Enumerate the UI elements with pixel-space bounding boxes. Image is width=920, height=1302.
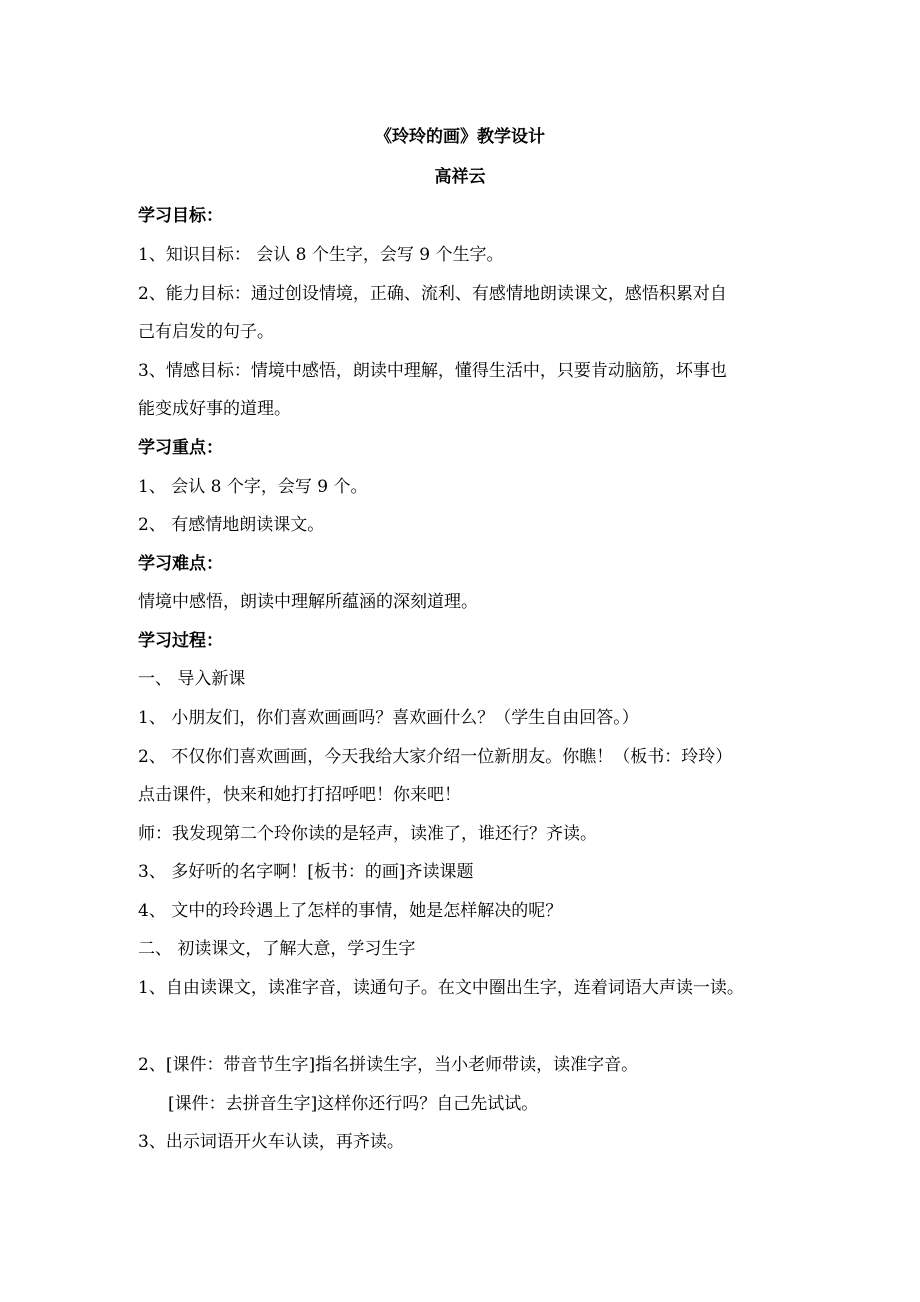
process-heading: 学习过程： bbox=[138, 631, 223, 651]
step-1-3: 3、 多好听的名字啊！[板书：的画]齐读课题 bbox=[138, 862, 474, 882]
objective-3-line-1: 3、情感目标：情境中感悟，朗读中理解，懂得生活中，只要肯动脑筋，坏事也 bbox=[138, 361, 727, 381]
objective-2-line-2: 己有启发的句子。 bbox=[138, 322, 274, 342]
section-1-heading: 一、 导入新课 bbox=[138, 669, 246, 689]
section-2-heading: 二、 初读课文，了解大意，学习生字 bbox=[138, 939, 416, 959]
step-2-1: 1、自由读课文，读准字音，读通句子。在文中圈出生字，连着词语大声读一读。 bbox=[138, 978, 744, 998]
difficulty-1: 情境中感悟，朗读中理解所蕴涵的深刻道理。 bbox=[138, 592, 478, 612]
objectives-heading: 学习目标： bbox=[138, 206, 223, 226]
keypoint-2: 2、 有感情地朗读课文。 bbox=[138, 515, 325, 535]
objective-3-line-2: 能变成好事的道理。 bbox=[138, 399, 291, 419]
step-2-3: 3、出示词语开火车认读，再齐读。 bbox=[138, 1132, 404, 1152]
document-author: 高祥云 bbox=[434, 167, 486, 187]
difficulty-heading: 学习难点： bbox=[138, 554, 223, 574]
step-2-2-line-2: [课件：去拼音生字]这样你还行吗？自己先试试。 bbox=[168, 1094, 539, 1114]
step-1-4: 4、 文中的玲玲遇上了怎样的事情，她是怎样解决的呢？ bbox=[138, 901, 563, 921]
step-1-2-line-2: 点击课件，快来和她打打招呼吧！你来吧！ bbox=[138, 785, 461, 805]
objective-1: 1、知识目标： 会认 8 个生字，会写 9 个生字。 bbox=[138, 245, 504, 265]
document-title: 《玲玲的画》教学设计 bbox=[375, 127, 545, 147]
step-1-1: 1、 小朋友们，你们喜欢画画吗？喜欢画什么？（学生自由回答。） bbox=[138, 708, 639, 728]
keypoints-heading: 学习重点： bbox=[138, 438, 223, 458]
keypoint-1: 1、 会认 8 个字，会写 9 个。 bbox=[138, 477, 368, 497]
step-1-2-line-1: 2、 不仅你们喜欢画画，今天我给大家介绍一位新朋友。你瞧！（板书：玲玲） bbox=[138, 747, 733, 767]
objective-2-line-1: 2、能力目标：通过创设情境，正确、流利、有感情地朗读课文，感悟积累对自 bbox=[138, 284, 727, 304]
step-1-2-line-3: 师：我发现第二个玲你读的是轻声，读准了，谁还行？齐读。 bbox=[138, 824, 597, 844]
step-2-2-line-1: 2、[课件：带音节生字]指名拼读生字，当小老师带读，读准字音。 bbox=[138, 1055, 639, 1075]
